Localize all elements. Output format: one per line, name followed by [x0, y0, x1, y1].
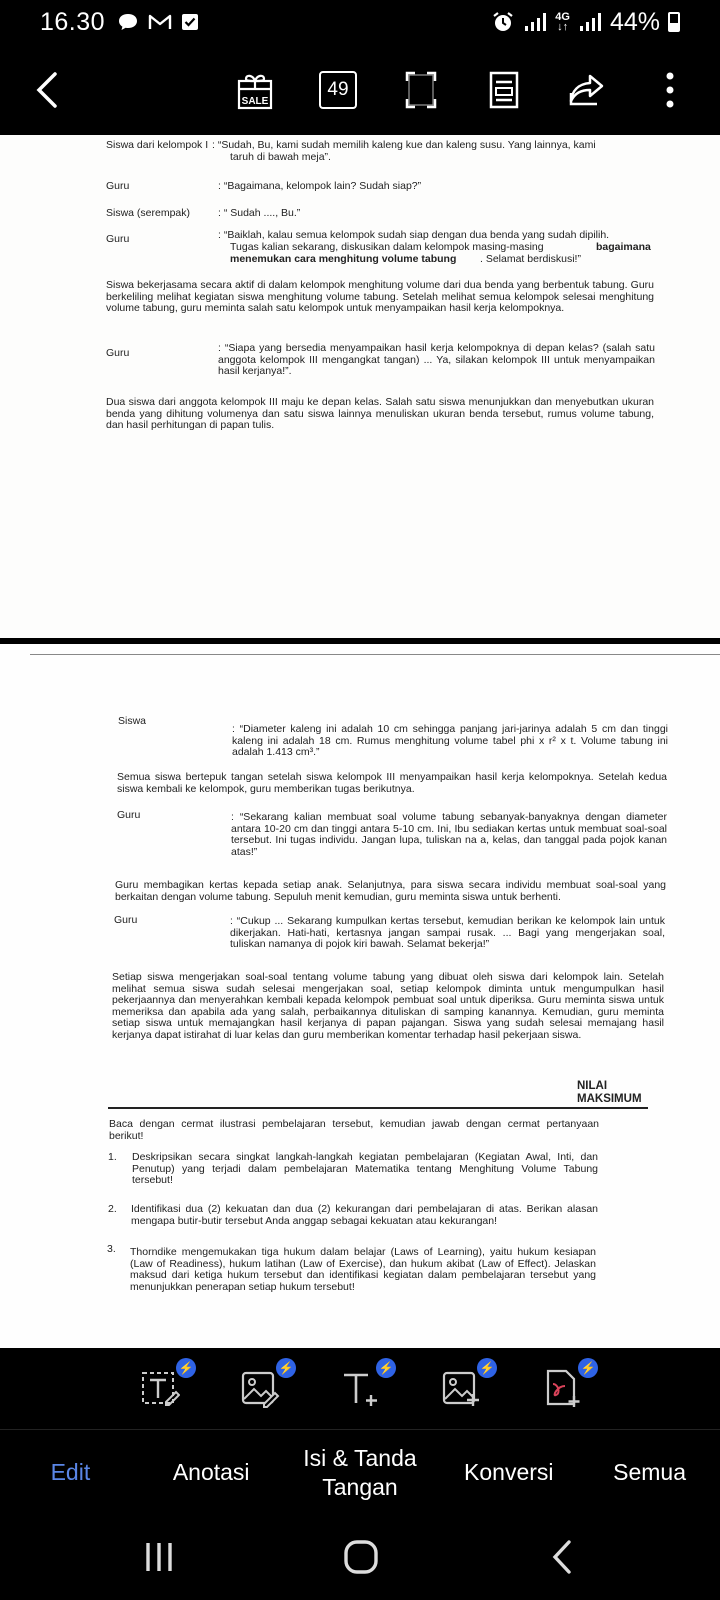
speaker-label: Guru	[106, 347, 130, 359]
speaker-label: Siswa dari kelompok I	[106, 139, 209, 151]
status-time: 16.30	[40, 7, 106, 36]
tab-edit[interactable]: Edit	[50, 1459, 91, 1485]
dialog-text-bold: bagaimana	[596, 241, 651, 253]
dialog-text: : “Sekarang kalian membuat soal volume tabung sebanyak-banyaknya dengan diameter antara 10-20 cm dan tinggi antara 5-10 cm. Ini, Ibu sediakan kertas untuk membuat soal-soal tersebut. Ini tugas individu. Jangan lupa, tuliskan na a, kelas, dan tanggal pada pojok kanan atas!”	[231, 811, 667, 858]
document-page-2	[0, 644, 720, 1348]
text-box-tool-button[interactable]	[140, 1361, 194, 1412]
text-box-edit-icon	[140, 1368, 180, 1408]
add-signature-doc-button[interactable]	[542, 1361, 596, 1412]
recent-apps-button[interactable]	[134, 1535, 184, 1579]
question-number: 3.	[107, 1243, 116, 1255]
gift-icon	[236, 70, 274, 110]
back-nav-button[interactable]	[537, 1535, 587, 1579]
recent-apps-icon	[142, 1540, 176, 1574]
question-text: Thorndike mengemukakan tiga hukum dalam belajar (Laws of Learning), yaitu hukum kesiapan (Law of Readiness), hukum latihan (Law of Exercise), dan hukum akibat (Law of Effect). Jelaskan maksud dari ketiga hukum tersebut dan identifikasi kegiatan dalam pembelajaran tersebut yang menunjukkan penerapan setiap hukum tersebut!	[130, 1246, 596, 1293]
tab-fill-sign[interactable]: Isi & Tanda Tangan	[303, 1444, 417, 1500]
alarm-icon	[491, 10, 515, 34]
dialog-text: . Selamat berdiskusi!”	[480, 253, 581, 265]
speaker-label: Guru	[114, 914, 138, 926]
dialog-text: : “Diameter kaleng ini adalah 10 cm sehingga panjang jari-jarinya adalah 5 cm dan tinggi kaleng ini adalah 18 cm. Rumus menghitung volume tabel phi x r² x t. Volume tabung ini adalah 1.413 cm³.”	[232, 723, 668, 758]
tab-all[interactable]: Semua	[613, 1459, 687, 1485]
more-vertical-icon	[665, 71, 675, 109]
top-toolbar	[0, 50, 720, 132]
speaker-label: Guru	[117, 809, 141, 821]
score-header: MAKSIMUM	[577, 1093, 642, 1105]
dialog-text: : “Siapa yang bersedia menyampaikan hasil kerja kelompoknya di depan kelas? (salah satu anggota kelompok III mengangkat tangan) ... Ya, silakan kelompok III untuk menyampaikan hasil kerjanya!”.	[218, 342, 655, 377]
pdf-add-icon	[542, 1368, 582, 1408]
lightning-icon: ⚡	[477, 1358, 497, 1378]
dialog-text: : “Sudah, Bu, kami sudah memilih kaleng kue dan kaleng susu. Yang lainnya, kami	[212, 139, 596, 151]
dialog-text: : “ Sudah ...., Bu.”	[218, 207, 301, 219]
document-page-1	[0, 135, 720, 638]
image-edit-tool-button[interactable]	[240, 1361, 294, 1412]
dialog-text-bold: menemukan cara menghitung volume tabung	[230, 253, 457, 265]
signal-icon-2	[578, 12, 602, 32]
battery-icon	[668, 12, 680, 32]
home-button[interactable]	[336, 1535, 386, 1579]
tab-annotation[interactable]: Anotasi	[172, 1459, 250, 1485]
dialog-text: Tugas kalian sekarang, diskusikan dalam kelompok masing-masing	[230, 241, 544, 253]
document-view-icon	[489, 71, 519, 109]
sale-gift-button[interactable]	[233, 68, 277, 112]
gmail-icon	[148, 13, 172, 31]
add-text-tool-button[interactable]	[340, 1361, 394, 1412]
document-viewer[interactable]	[0, 135, 720, 1348]
scan-edge-line	[30, 654, 720, 655]
narrative-paragraph: Guru membagikan kertas kepada setiap anak. Selanjutnya, para siswa secara individu membuat soal-soal yang berkaitan dengan volume tabung. Sepuluh menit kemudian, guru meminta siswa untuk berhenti.	[115, 879, 666, 903]
fullscreen-icon	[405, 71, 437, 109]
checkbox-icon	[181, 13, 199, 31]
narrative-paragraph: Siswa bekerjasama secara aktif di dalam kelompok menghitung volume dari dua benda yang berbentuk tabung. Guru berkeliling melihat kegiatan siswa menghitung volume tabung. Setelah melihat semua kelompok selesai menghitung volume tabung, guru meminta salah satu kelompok untuk menyampaikan hasil kerja kelompoknya.	[106, 279, 654, 314]
lightning-icon: ⚡	[376, 1358, 396, 1378]
speaker-label: Guru	[106, 180, 130, 192]
image-edit-icon	[240, 1368, 280, 1408]
battery-percent: 44%	[609, 7, 660, 36]
status-bar	[0, 0, 720, 44]
network-type: 4G ↓↑	[555, 11, 570, 33]
dialog-text: taruh di bawah meja”.	[230, 151, 331, 163]
share-button[interactable]	[565, 68, 609, 112]
question-number: 1.	[108, 1151, 117, 1163]
page-count: 49	[319, 71, 357, 109]
question-text: Deskripsikan secara singkat langkah-langkah kegiatan pembelajaran (Kegiatan Awal, Inti, dan Penutup) yang terjadi dalam pembelajaran Matematika tentang Menghitung Volume Tabung tersebut!	[132, 1151, 598, 1186]
dialog-text: : “Cukup ... Sekarang kumpulkan kertas tersebut, kemudian berikan ke kelompok lain untuk dikerjakan. Hati-hati, kertasnya jangan sampai rusak. ... Bagi yang mengerjakan soal, tuliskan namanya di pojok kiri bawah. Selamat bekerja!”	[230, 915, 665, 950]
svg-text:SALE: SALE	[241, 96, 269, 107]
score-header: NILAI	[577, 1080, 608, 1092]
add-image-tool-button[interactable]	[441, 1361, 495, 1412]
tab-convert[interactable]: Konversi	[464, 1459, 554, 1485]
add-text-icon	[340, 1368, 380, 1408]
speaker-label: Siswa	[118, 715, 147, 727]
chevron-left-icon	[33, 70, 63, 110]
dialog-text: : “Bagaimana, kelompok lain? Sudah siap?”	[218, 180, 422, 192]
signal-icon	[523, 12, 547, 32]
home-icon	[343, 1539, 379, 1575]
question-number: 2.	[108, 1203, 117, 1215]
lightning-icon: ⚡	[578, 1358, 598, 1378]
reader-mode-button[interactable]	[482, 68, 526, 112]
back-button[interactable]	[26, 68, 70, 112]
speaker-label: Guru	[106, 233, 130, 245]
divider-line	[108, 1107, 648, 1109]
speaker-label: Siswa (serempak)	[106, 207, 191, 219]
question-text: Identifikasi dua (2) kekuatan dan dua (2) kekurangan dari pembelajaran di atas. Berikan alasan mengapa butir-butir tersebut Anda anggap sebagai kekuatan atau kekurangan!	[131, 1203, 598, 1227]
bottom-tab-bar	[0, 1430, 720, 1515]
narrative-paragraph: Setiap siswa mengerjakan soal-soal tentang volume tabung yang dibuat oleh siswa dari kelompok lain. Setelah melihat semua siswa sudah selesai mengerjakan soal, setiap kelompok diminta untuk mengumpulkan hasil pekerjaannya dan menyerahkan kembali kepada kelompok pembuat soal untuk diperiksa. Guru meminta siswa untuk memeriksa dan apabila ada yang salah, perbaikannya dituliskan di samping kanannya. Kemudian, guru meminta setiap siswa untuk memajangkan hasil kerjanya di papan pajangan. Siswa yang sudah selesai memajang hasil kerjanya dapat istirahat di luar kelas dan guru memberikan komentar terhadap hasil pekerjaan siswa.	[112, 971, 664, 1041]
fullscreen-button[interactable]	[399, 68, 443, 112]
system-nav-bar	[0, 1515, 720, 1600]
lightning-icon: ⚡	[176, 1358, 196, 1378]
page-count-button[interactable]	[316, 68, 360, 112]
edit-tools-bar	[0, 1348, 720, 1430]
narrative-paragraph: Dua siswa dari anggota kelompok III maju ke depan kelas. Salah satu siswa menunjukkan dan menyebutkan ukuran benda yang dihitung volumenya dan satu siswa lainnya menuliskan ukuran benda tersebut, rumus volume tabung, dan hasil perhitungan di papan tulis.	[106, 396, 654, 431]
lightning-icon: ⚡	[276, 1358, 296, 1378]
share-icon	[568, 73, 606, 107]
chat-bubble-icon	[117, 12, 139, 32]
add-image-icon	[441, 1368, 481, 1408]
chevron-left-icon	[550, 1539, 574, 1575]
more-options-button[interactable]	[648, 68, 692, 112]
instruction-text: Baca dengan cermat ilustrasi pembelajaran tersebut, kemudian jawab dengan cermat pertanyaan berikut!	[109, 1118, 599, 1142]
dialog-text: : “Baiklah, kalau semua kelompok sudah siap dengan dua benda yang sudah dipilih.	[218, 229, 610, 241]
narrative-paragraph: Semua siswa bertepuk tangan setelah siswa kelompok III menyampaikan hasil kerja kelompoknya. Setelah kedua siswa kembali ke kelompok, guru memberikan tugas berikutnya.	[117, 771, 667, 795]
